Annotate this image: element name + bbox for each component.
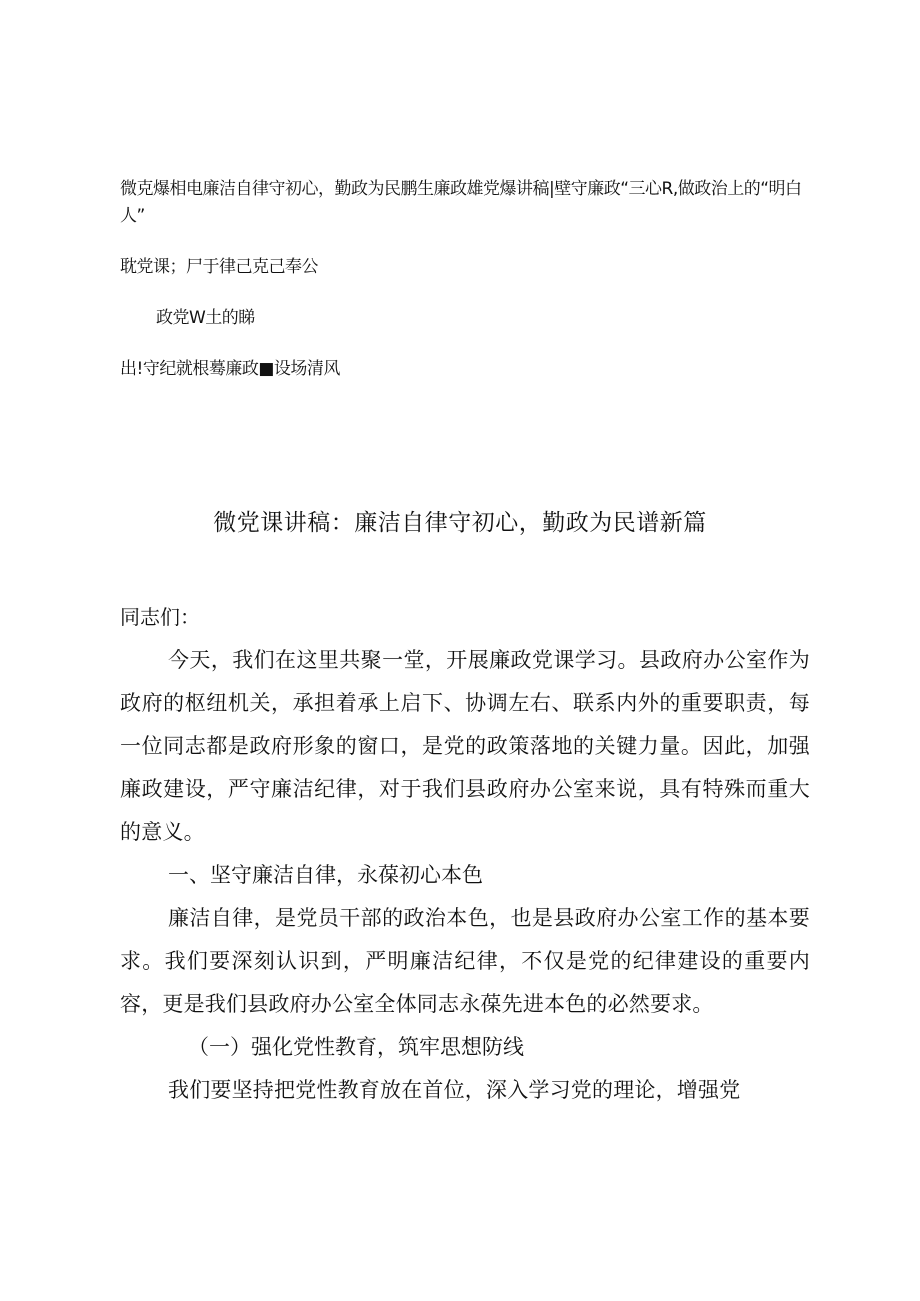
intro-paragraph: 今天，我们在这里共聚一堂，开展廉政党课学习。县政府办公室作为政府的枢纽机关，承担着承上启下、协调左右、联系内外的重要职责，每一位同志都是政府形象的窗口，是党的政策落地的关键力量。因此，加强廉政建设，严守廉洁纪律，对于我们县政府办公室来说，具有特殊而重大的意义。 <box>120 648 810 844</box>
document-body <box>120 597 810 1112</box>
contents-entry: 政党W土的睇 <box>156 308 255 328</box>
salutation: 同志们： <box>120 605 200 629</box>
section-paragraph: 廉洁自律，是党员干部的政治本色，也是县政府办公室工作的基本要求。我们要深刻认识到，严明廉洁纪律，不仅是党的纪律建设的重要内容，更是我们县政府办公室全体同志永葆先进本色的必然要求。 <box>120 906 810 1016</box>
contents-entry: 耽党课；尸于律己克己奉公 <box>120 257 318 277</box>
section-heading: 一、坚守廉洁自律，永葆初心本色 <box>168 863 483 887</box>
contents-list <box>120 176 810 407</box>
document-title: 微党课讲稿：廉洁自律守初心，勤政为民谱新篇 <box>213 510 707 536</box>
subsection-heading: （一）强化党性教育，筑牢思想防线 <box>188 1035 524 1059</box>
contents-entry: 出!守纪就根蓦廉政■设场清风 <box>120 359 340 379</box>
contents-entry: 微克爆相电廉洁自律守初心，勤政为民鹏生廉政雄党爆讲稿|壁守廉政“三心R,做政治上的“明白人” <box>120 179 802 226</box>
subsection-paragraph: 我们要坚持把党性教育放在首位，深入学习党的理论，增强党 <box>168 1078 741 1102</box>
